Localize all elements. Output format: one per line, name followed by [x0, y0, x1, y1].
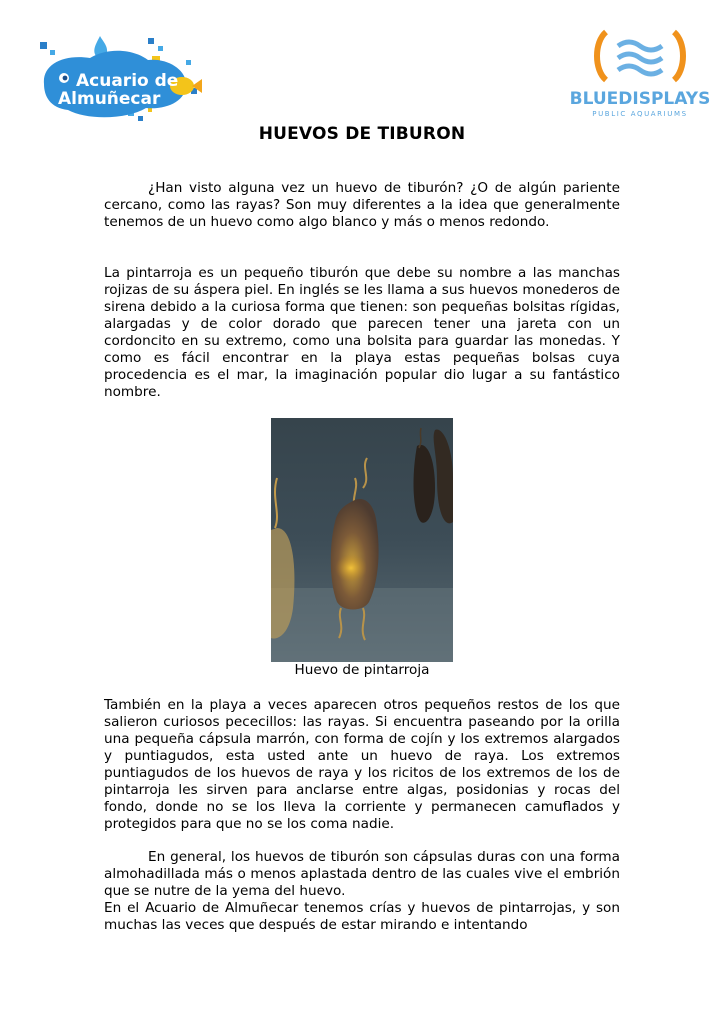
logo-tagline-text: PUBLIC AQUARIUMS	[592, 110, 688, 118]
logo-brand-text: BLUEDISPLAYS	[569, 89, 711, 109]
paragraph-4: En general, los huevos de tiburón son cápsulas duras con una forma almohadillada más o menos aplastada dentro de las cuales vive el embrión que se nutre de la yema del huevo.	[104, 849, 620, 899]
shark-egg-photo	[271, 418, 453, 662]
page-title: HUEVOS DE TIBURON	[258, 124, 466, 144]
paragraph-1: ¿Han visto alguna vez un huevo de tiburón? ¿O de algún pariente cercano, como las rayas? Son muy diferentes a la idea que generalmente tenemos de un huevo como algo blanco y más o menos redondo.	[104, 180, 620, 230]
paragraph-5: En el Acuario de Almuñecar tenemos crías y huevos de pintarrojas, y son muchas las veces que después de estar mirando e intentando	[104, 900, 620, 933]
paragraph-2: La pintarroja es un pequeño tiburón que debe su nombre a las manchas rojizas de su áspera piel. En inglés se les llama a sus huevos monederos de sirena debido a la curiosa forma que tienen: son pequeñas bolsitas rígidas, alargadas y de color dorado que parecen tener una jareta con un cordoncito en su extremo, como una bolsita para guardar las monedas. Y como es fácil encontrar en la playa estas pequeñas bolsas cuya procedencia es el mar, la imaginación popular dio lugar a su fantástico nombre.	[104, 265, 620, 400]
photo-caption: Huevo de pintarroja	[294, 662, 430, 678]
paragraph-3: También en la playa a veces aparecen otros pequeños restos de los que salieron curiosos pececillos: las rayas. Si encuentra paseando por la orilla una pequeña cápsula marrón, con forma de cojín y los extremos alargados y puntiagudos, esta usted ante un huevo de raya. Los extremos puntiagudos de los huevos de raya y los ricitos de los extremos de los de pintarroja les sirven para anclarse entre algas, posidonias y rocas del fondo, donde no se los lleva la corriente y permanecen camuflados y protegidos para que no se los coma nadie.	[104, 697, 620, 832]
logo-text-line2: Almuñecar	[58, 89, 161, 109]
bluedisplays-logo	[569, 30, 711, 120]
logo-text-line1: Acuario de	[76, 71, 179, 91]
acuario-almunecar-logo	[36, 30, 206, 125]
